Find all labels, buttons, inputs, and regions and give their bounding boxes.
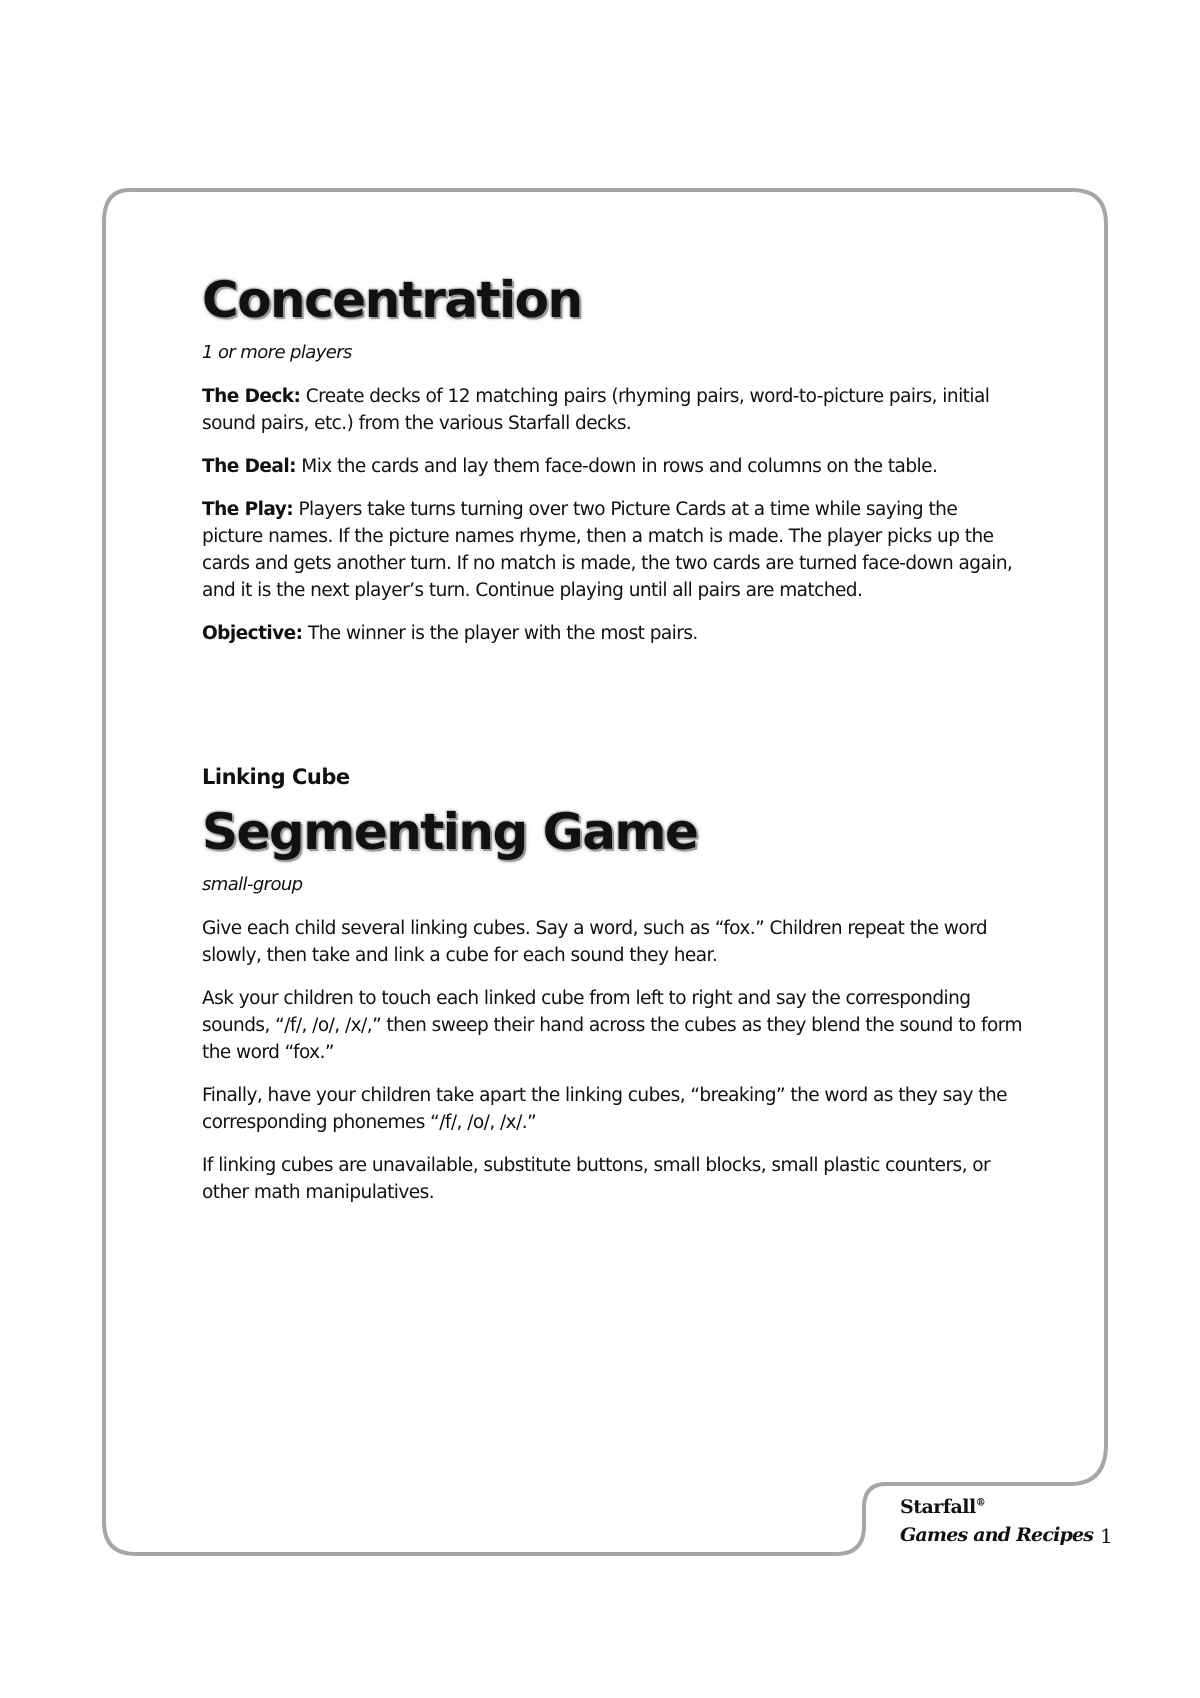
deal-text: Mix the cards and lay them face-down in rows and columns on the table.	[295, 456, 938, 477]
segmenting-paragraph: Ask your children to touch each linked cube from left to right and say the corresponding sounds, “/f/, /o/, /x/,” then sweep their hand across the cubes as they blend the sound to form the word “fox.”	[202, 988, 1022, 1063]
objective-label: Objective:	[202, 623, 303, 644]
footer-brand	[900, 1496, 985, 1518]
segmenting-title: Segmenting Game	[202, 803, 698, 861]
play-label: The Play:	[202, 499, 294, 520]
deal-paragraph	[202, 453, 1022, 480]
segmenting-paragraph: If linking cubes are unavailable, substitute buttons, small blocks, small plastic counters, or other math manipulatives.	[202, 1155, 991, 1203]
registered-mark: ®	[975, 1497, 986, 1509]
concentration-players: 1 or more players	[202, 342, 352, 363]
segmenting-group: small-group	[202, 874, 303, 895]
objective-text: The winner is the player with the most pairs.	[302, 623, 698, 644]
objective-paragraph	[202, 620, 1022, 647]
deck-paragraph	[202, 383, 1022, 437]
play-paragraph	[202, 496, 1022, 604]
segmenting-kicker: Linking Cube	[202, 765, 350, 789]
footer-brand-name: Starfall	[900, 1496, 976, 1518]
deal-label: The Deal:	[202, 456, 296, 477]
play-text: Players take turns turning over two Picture Cards at a time while saying the picture names. If the picture names rhyme, then a match is made. The player picks up the cards and gets another turn. If no match is made, the two cards are turned face-down again, and it is the next player’s turn. Continue playing until all pairs are matched.	[202, 499, 1013, 601]
footer-subtitle: Games and Recipes	[900, 1524, 1094, 1546]
concentration-title: Concentration	[202, 271, 582, 329]
segmenting-paragraph: Finally, have your children take apart the linking cubes, “breaking” the word as they say the corresponding phonemes “/f/, /o/, /x/.”	[202, 1085, 1007, 1133]
page-content	[202, 268, 1022, 1206]
page-number: 1	[1100, 1524, 1113, 1548]
deck-label: The Deck:	[202, 386, 301, 407]
segmenting-paragraph: Give each child several linking cubes. Say a word, such as “fox.” Children repeat the word slowly, then take and link a cube for each sound they hear.	[202, 918, 988, 966]
deck-text: Create decks of 12 matching pairs (rhyming pairs, word-to-picture pairs, initial sound pairs, etc.) from the various Starfall decks.	[202, 386, 990, 434]
